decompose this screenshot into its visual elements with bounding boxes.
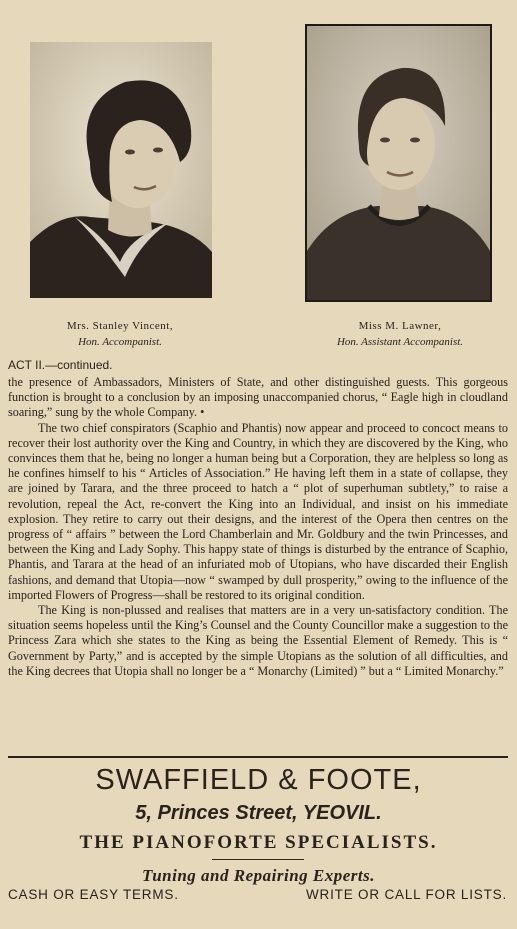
- caption-vincent: [20, 318, 220, 350]
- caption-role: Hon. Accompanist.: [78, 336, 162, 348]
- caption-role: Hon. Assistant Accompanist.: [336, 336, 464, 348]
- portrait-photo-lawner: [305, 24, 492, 302]
- advert-address: 5, Princes Street, YEOVIL.: [135, 802, 382, 824]
- advert-tagline: THE PIANOFORTE SPECIALISTS.: [79, 832, 438, 853]
- advert-contact-note: WRITE OR CALL FOR LISTS.: [306, 887, 507, 902]
- portrait-photo-vincent: [30, 42, 212, 298]
- advert-services: Tuning and Repairing Experts.: [141, 866, 376, 885]
- caption-lawner: [295, 318, 505, 350]
- act-heading: ACT II.—continued.: [8, 358, 113, 372]
- divider-rule: [8, 756, 508, 758]
- synopsis-paragraph: The King is non-plussed and realises that matters are in a very un-satisfactory condition. The situation seems hopeless until the King’s Counsel and the County Councillor make a suggestion to the Princess Zara which she states to the King as being the Essential Element of Remedy. This is “ Government by Party,” and is accepted by the simple Utopians as the solution of all difficulties, and the King decrees that Utopia shall no longer be a “ Monarchy (Limited) ” but a “ Limited Monarchy.”: [8, 603, 508, 678]
- synopsis-text: [8, 375, 508, 679]
- caption-name: Miss M. Lawner,: [358, 320, 442, 332]
- synopsis-paragraph: the presence of Ambassadors, Ministers of State, and other distinguished guests. This gorgeous function is brought to a conclusion by an imposing unaccompanied chorus, “ Eagle high in cloudland soaring,” sung by the whole Company. •: [8, 375, 508, 420]
- caption-name: Mrs. Stanley Vincent,: [66, 320, 174, 332]
- divider-rule-short: [212, 859, 304, 860]
- synopsis-paragraph: The two chief conspirators (Scaphio and Phantis) now appear and proceed to concoct means to recover their lost authority over the King and Country, in which they are discovered by the King, who convinces them that he, being no longer a human being but a Corporation, they are helpless so long as he confines himself to his “ Articles of Association.” He having left them in a state of collapse, they are joined by Tarara, and the three proceed to hatch a “ plot of superhuman subtlety,” to raise a revolution, repeal the Act, re-convert the King into an Individual, and insist on his immediate explosion. They retire to carry out their designs, and the interest of the Opera then centres on the progress of “ affairs ” between the Lord Chamberlain and Mr. Goldbury and the twin Princesses, and between the King and Lady Sophy. This happy state of things is disturbed by the entrance of Scaphio, Phantis, and Tarara at the head of an infuriated mob of Utopians, who have discarded their English fashions, and demand that Utopia—now “ swamped by dull prosperity,” owing to the influence of the imported Flowers of Progress—shall be restored to its original condition.: [8, 420, 508, 602]
- advert-company-name: SWAFFIELD & FOOTE,: [95, 764, 422, 796]
- advert-payment-note: CASH OR EASY TERMS.: [8, 887, 179, 902]
